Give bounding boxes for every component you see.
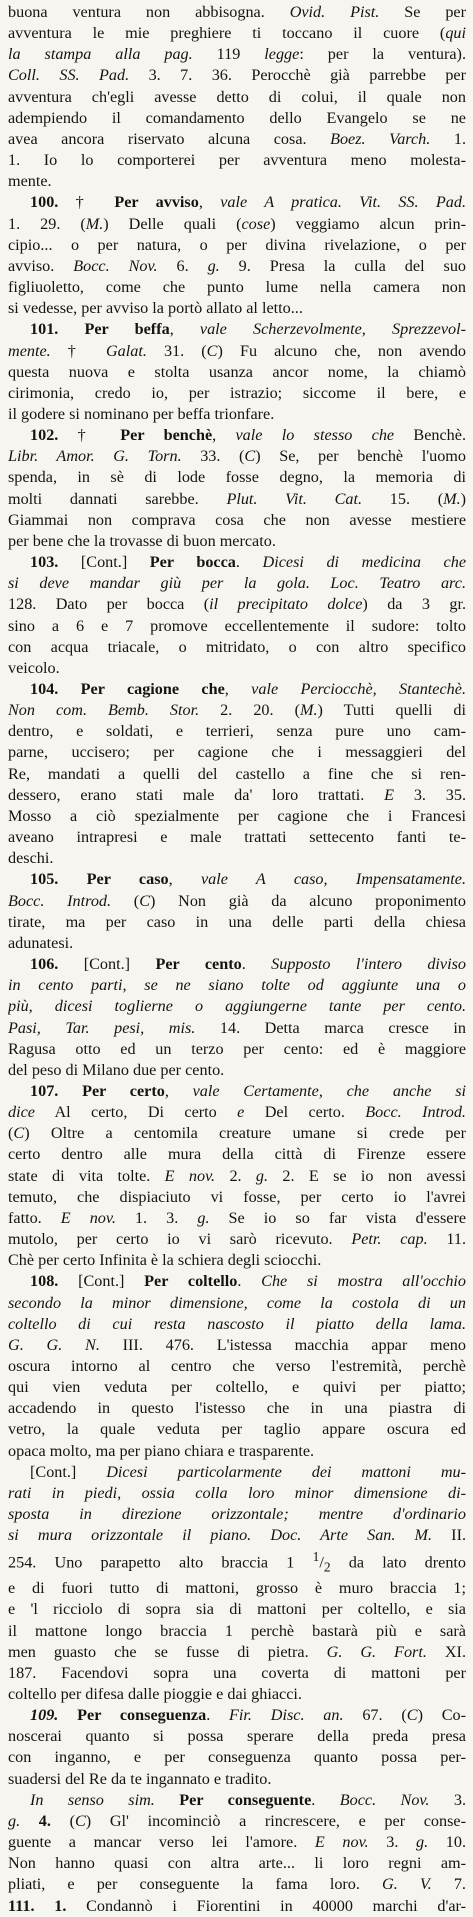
- text-line: Giammai non comprava cosa che non avesse mestiere: [8, 510, 466, 529]
- text-line: più, dicesi toglierne o aggiungerne tante per cento.: [8, 997, 466, 1016]
- text-line: 1. 29. (M.) Delle quali (cose) veggiamo alcun prin-: [8, 214, 466, 233]
- text-line: Re, mandati a quelli del castello a fine che si ren-: [8, 764, 466, 783]
- text-line: avviso. Bocc. Nov. 6. g. 9. Presa la culla del suo: [8, 256, 466, 275]
- text-line: temuto, che dispiaciuto vi fosse, per certo io l'avrei: [8, 1187, 466, 1206]
- text-line: aveano intrapresi e male trattati settecento fanti te-: [8, 828, 466, 847]
- text-line: 1. Io lo comporterei per avventura meno molesta-: [8, 151, 466, 170]
- text-line: Pasi, Tar. pesi, mis. 14. Detta marca cresce in: [8, 1018, 466, 1037]
- text-line: 104. Per cagione che, vale Perciocchè, Stantechè.: [30, 680, 466, 698]
- text-line: 109. Per conseguenza. Fir. Disc. an. 67. (C) Co-: [30, 1706, 466, 1725]
- text-line: In senso sim. Per conseguente. Bocc. Nov. 3.: [30, 1790, 466, 1809]
- text-line: coltello di cui resta nascosto il piatto della lama.: [8, 1314, 466, 1333]
- text-line: buona ventura non abbisogna. Ovid. Pist. Se per: [8, 3, 466, 21]
- text-line: molti dannati sarebbe. Plut. Vit. Cat. 15. (M.): [8, 489, 466, 508]
- text-line: [Cont.] Dicesi particolarmente dei mattoni mu-: [30, 1462, 466, 1481]
- text-line: il godere si nominano per beffa trionfare.: [8, 404, 275, 423]
- text-line: avea ancora riservato alcuna cosa. Boez. Varch. 1.: [8, 129, 466, 148]
- text-line: cipio... o per natura, o per divina rivelazione, o per: [8, 235, 466, 254]
- text-line: Ragusa otto ed un terzo per cento: ed è maggiore: [8, 1039, 466, 1058]
- text-line: mente. † Galat. 31. (C) Fu alcuno che, non avendo: [8, 341, 466, 360]
- text-line: guente a mancar verso lei l'amore. E nov. 3. g. 10.: [8, 1833, 466, 1852]
- text-line: Coll. SS. Pad. 3. 7. 36. Perocchè già parrebbe per: [8, 66, 466, 85]
- text-line: state di vita tolte. E nov. 2. g. 2. E se io non avessi: [8, 1166, 466, 1185]
- text-line: e 'l ricciolo di sopra sia di mattoni per coltello, e sia: [8, 1600, 466, 1619]
- text-line: oscura intorno al centro che verso l'estremità, perchè: [8, 1357, 466, 1375]
- text-line: 187. Facendovi sopra una coverta di mattoni per: [8, 1663, 466, 1682]
- text-line: 254. Uno parapetto alto braccia 1 $^1/_2$ da lato drento: [8, 1549, 466, 1576]
- text-line: si vedesse, per avviso la portò allato al letto...: [8, 299, 303, 318]
- text-line: Libr. Amor. G. Torn. 33. (C) Se, per benchè l'uomo: [8, 447, 466, 466]
- text-line: per bene che la trovasse di buon mercato.: [8, 531, 276, 550]
- text-line: con acqua triacale, o mitridato, o con altro specifico: [8, 637, 466, 656]
- text-line: fatto. E nov. 1. 3. g. Se io so far vista d'essere: [8, 1208, 466, 1227]
- text-line: questa nuova e stolta usanza ancor nome, la chiamò: [8, 362, 466, 381]
- text-line: opaca molto, ma per piano chiara e trasparente.: [8, 1441, 315, 1460]
- text-line: adempiendo il comandamento dello Evangelo se ne: [8, 108, 466, 127]
- text-line: 103. [Cont.] Per bocca. Dicesi di medicina che: [30, 553, 466, 572]
- text-line: dessero, erano stati male da' loro trattati. E 3. 35.: [8, 785, 466, 804]
- text-line: dice Al certo, Di certo e Del certo. Bocc. Introd.: [8, 1103, 466, 1122]
- text-line: Chè per certo Infinita è la schiera degli sciocchi.: [8, 1251, 322, 1270]
- text-line: rati in piedi, ossia colla loro minor dimensione di-: [8, 1483, 466, 1502]
- text-line: veicolo.: [8, 658, 60, 677]
- text-line: 128. Dato per bocca (il precipitato dolce) da 3 gr.: [8, 595, 466, 614]
- text-line: con inganno, e per conseguenza quanto possa per-: [8, 1748, 466, 1767]
- text-line: deschi.: [8, 849, 54, 868]
- text-line: in cento parti, se ne siano tolte od aggiunte una o: [8, 976, 466, 995]
- text-line: coltello per difesa dalle pioggie e dai ghiacci.: [8, 1684, 302, 1703]
- text-line: Bocc. Introd. (C) Non già da alcuno proponimento: [8, 891, 466, 910]
- text-line: Non com. Bemb. Stor. 2. 20. (M.) Tutti quelli di: [8, 701, 466, 720]
- text-line: mente.: [8, 172, 52, 191]
- text-line: 102. † Per benchè, vale lo stesso che Benchè.: [30, 426, 466, 445]
- text-line: certo dentro alle mura della città di Firenze essere: [8, 1145, 466, 1164]
- text-line: il mattone longo braccia 1 perchè bastarà più e sarà: [8, 1621, 466, 1640]
- text-line: accadendo in questo l'istesso che in una piastra di: [8, 1399, 466, 1418]
- text-line: sposta in direzione orizzontale; mentre d'ordinario: [8, 1505, 466, 1524]
- text-line: men guasto che se fusse di pietra. G. G. Fort. XI.: [8, 1642, 466, 1661]
- text-line: tirate, ma per caso in una delle parti della chiesa: [8, 912, 466, 931]
- text-line: 107. Per certo, vale Certamente, che anche si: [30, 1081, 466, 1100]
- text-line: suadersi del Re da te ingannato e tradito.: [8, 1769, 272, 1788]
- text-line: cirimonia, credo io, per istrazio; siccome il bere, e: [8, 383, 466, 402]
- text-line: mutolo, per certo io vi sarò ricevuto. Petr. cap. 11.: [8, 1230, 466, 1249]
- text-line: pliati, e per conseguente la fama loro. G. V. 7.: [8, 1875, 466, 1894]
- text-line: dentro, e soldati, e terrieri, senza pure uno cam-: [8, 722, 466, 741]
- text-line: spenda, in sè di lode fosse degno, la memoria di: [8, 468, 466, 487]
- text-line: e di fuori tutto di mattoni, grosso è muro braccia 1;: [8, 1579, 466, 1598]
- text-line: del peso di Milano due per cento.: [8, 1060, 225, 1079]
- text-line: adunatesi.: [8, 933, 74, 952]
- text-line: avventura le mie preghiere ti toccano il cuore (qui: [8, 24, 466, 43]
- text-line: secondo la minor dimensione, come la costola di un: [8, 1293, 466, 1312]
- text-line: parne, uccisero; per cagione che i messaggieri del: [8, 743, 466, 762]
- text-line: 108. [Cont.] Per coltello. Che si mostra all'occhio: [30, 1272, 466, 1291]
- text-line: g. 4. (C) Gl' incominciò a rincrescere, e per conse-: [8, 1811, 466, 1830]
- text-line: figliuoletto, come che punto lume nella camera non: [8, 278, 466, 297]
- text-line: si mura orizzontale il piano. Doc. Arte San. M. II.: [8, 1526, 466, 1545]
- text-line: Non hanno quasi con altra arte... li loro regni am-: [8, 1854, 466, 1873]
- text-line: sino a 6 e 7 promove eccellentemente il sudore: tolto: [8, 616, 466, 635]
- text-line: noscerai quanto si possa sperare della preda presa: [8, 1727, 466, 1746]
- text-line: 111. 1. Condannò i Fiorentini in 40000 marchi d'ar-: [8, 1896, 466, 1915]
- text-line: 105. Per caso, vale A caso, Impensatamente.: [30, 870, 466, 889]
- text-line: Mosso a ciò spezialmente per cagione che i Francesi: [8, 806, 466, 825]
- text-line: la stampa alla pag. 119 legge: per la ventura).: [8, 45, 466, 64]
- text-line: G. G. N. III. 476. L'istessa macchia appar meno: [8, 1335, 466, 1354]
- text-line: 100. † Per avviso, vale A pratica. Vit. SS. Pad.: [30, 193, 466, 212]
- text-line: avventura ch'egli avesse detto di colui, il quale non: [8, 87, 466, 106]
- text-line: 106. [Cont.] Per cento. Supposto l'intero diviso: [30, 955, 466, 974]
- text-line: qui vien veduta per coltello, e quivi per piatto;: [8, 1378, 466, 1397]
- text-line: 101. Per beffa, vale Scherzevolmente, Sprezzevol-: [30, 320, 466, 339]
- text-line: (C) Oltre a centomila creature umane si crede per: [8, 1124, 466, 1143]
- text-line: si deve mandar giù per la gola. Loc. Teatro arc.: [8, 574, 466, 593]
- text-line: vetro, la quale veduta per taglio appare oscura ed: [8, 1420, 466, 1439]
